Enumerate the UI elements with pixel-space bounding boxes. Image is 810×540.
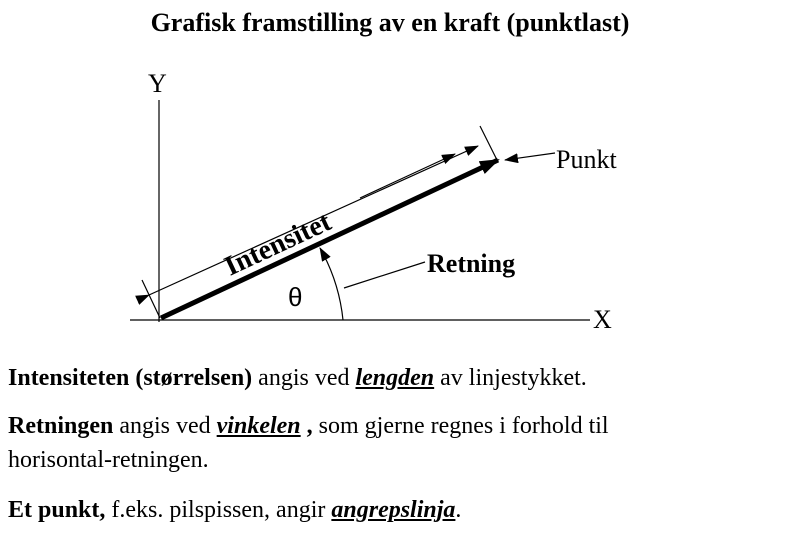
paragraph-intensitet (8, 361, 587, 395)
angle-label: θ (288, 282, 303, 312)
direction-line (360, 154, 455, 198)
intensitet-bold: Intensiteten (størrelsen) (8, 365, 253, 391)
extension-line-end (480, 126, 497, 160)
title: Grafisk framstilling av en kraft (punktlast) (150, 8, 630, 37)
retning-bold: Retningen (8, 413, 114, 439)
punkt-mid: f.eks. pilspissen, angir (105, 497, 332, 523)
x-axis-label: X (593, 305, 612, 334)
retning-line2: horisontal-retningen. (8, 447, 209, 473)
force-vector (161, 160, 498, 318)
retning-emph: vinkelen (216, 413, 301, 439)
retning-bold2: , (300, 413, 313, 439)
extension-line-start (142, 280, 160, 318)
retning-mid: angis ved (113, 413, 217, 439)
retning-label: Retning (427, 249, 516, 278)
punkt-pointer (505, 153, 555, 160)
intensitet-emph: lengden (355, 365, 435, 391)
intensitet-end: av linjestykket. (434, 365, 587, 391)
retning-end: som gjerne regnes i forhold til (312, 413, 609, 439)
punkt-bold: Et punkt, (8, 497, 106, 523)
paragraph-punkt (8, 493, 461, 527)
punkt-end: . (455, 497, 462, 523)
punkt-label: Punkt (556, 145, 617, 174)
retning-pointer (344, 262, 425, 288)
punkt-emph: angrepslinja (331, 497, 456, 523)
intensitet-mid: angis ved (252, 365, 356, 391)
y-axis-label: Y (148, 69, 167, 98)
paragraph-retning (8, 409, 609, 477)
intensitet-label: Intensitet (219, 206, 336, 283)
angle-arc (320, 248, 343, 320)
